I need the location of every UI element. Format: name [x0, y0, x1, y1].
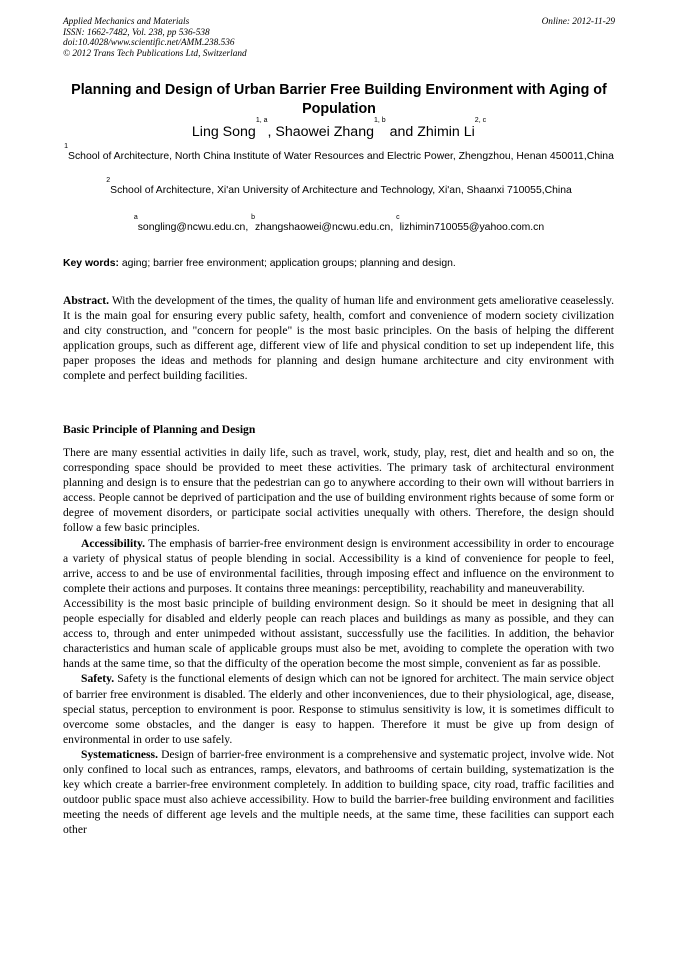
paragraph-text: The emphasis of barrier-free environment design is environment accessibility in order to encourage a variety of physical status of people blending in social. Accessibility is a kind of convenience for people to feel, arrive, access to and be use of environmental facilities, through imposing effect and influence on the environment to complete their actions and purposes. It contains three meanings: perceptibility, reachability and maneuverability. — [63, 536, 614, 595]
abstract-text: With the development of the times, the quality of human life and environment gets ameliorative ceaselessly. It is the main goal for ensuring every public safety, health, comfort and convenience of modern society civilization and city construction, and "concern for people" is the most basic principles. On the basis of helping the different application groups, such as different age, different view of life and physical condition to set up independent life, this paper proposes the ideas and methods for planning and design humane architecture and city environment with complete and perfect building facilities. — [63, 294, 614, 383]
issn-line: ISSN: 1662-7482, Vol. 238, pp 536-538 — [63, 27, 210, 38]
affiliation-2 — [70, 177, 608, 198]
author-name: Ling Song — [191, 124, 256, 140]
paper-title: Planning and Design of Urban Barrier Free Building Environment with Aging of Population — [71, 82, 607, 117]
abstract — [63, 293, 614, 384]
email-address[interactable]: zhangshaowei@ncwu.edu.cn, — [255, 222, 397, 233]
author-list — [40, 117, 638, 141]
affiliation-text: School of Architecture, Xi'an University of Architecture and Technology, Xi'an, Shaanxi 710055,China — [110, 185, 572, 196]
email-mark: c — [396, 214, 400, 221]
email-mark: a — [133, 214, 138, 221]
email-address[interactable]: songling@ncwu.edu.cn, — [137, 222, 252, 233]
keywords-text: aging; barrier free environment; application groups; planning and design. — [119, 258, 456, 269]
running-header — [63, 17, 615, 59]
paragraph-label: Safety. — [81, 672, 115, 686]
author-affiliation-mark: 1, a — [255, 117, 268, 124]
section-body — [63, 445, 614, 837]
author-affiliation-mark: 2, c — [474, 117, 487, 124]
paragraph-intro — [63, 445, 614, 536]
email-address[interactable]: lizhimin710055@yahoo.com.cn — [399, 222, 545, 233]
section-heading: Basic Principle of Planning and Design — [63, 423, 256, 436]
paragraph-text: There are many essential activities in daily life, such as travel, work, study, play, rest, diet and health and so on, the corresponding space should be provided to meet these activities. The primary task of architectural environment planning and design is to ensure that the pedestrian can go to anywhere according to their own will without barriers in access. People cannot be deprived of participation and the use of building environment rights because of some form or degree of movement disorders, or participate social activities unequally with others. Therefore, the design should follow a few basic principles. — [63, 446, 614, 535]
paragraph-label: Systematicness. — [81, 747, 158, 761]
affiliation-mark: 1 — [64, 143, 69, 150]
keywords — [63, 257, 623, 271]
author-affiliation-mark: 1, b — [373, 117, 386, 124]
paragraph-text: Safety is the functional elements of design which can not be ignored for architect. The main service object of barrier free environment is disabled. The elderly and other inconveniences, due to their physiological, age, disease, special status, perception to environment is poor. Response to stimulus sensitivity is low, it is sometimes difficult to overcome some obstacles, and the danger is easy to happen. Therefore it must be give up from design of environmental in order to use safely. — [63, 672, 614, 746]
author-separator: and — [385, 124, 418, 140]
affiliation-text: School of Architecture, North China Institute of Water Resources and Electric Power, Zhengzhou, Henan 450011,China — [68, 151, 614, 162]
email-mark: b — [251, 214, 255, 221]
author-name: Shaowei Zhang — [275, 124, 374, 140]
paragraph-label: Accessibility. — [81, 536, 146, 550]
author-name: Zhimin Li — [417, 124, 475, 140]
copyright-line: © 2012 Trans Tech Publications Ltd, Switzerland — [63, 48, 247, 59]
keywords-label: Key words: — [63, 258, 120, 269]
affiliation-1 — [40, 143, 638, 164]
email-list — [40, 214, 638, 235]
online-date: Online: 2012-11-29 — [541, 17, 615, 27]
author-separator: , — [267, 124, 276, 140]
paragraph-text: Accessibility is the most basic principle of building environment design. So it should be meet in designing that all people especially for disabled and elderly people can reach places and buildings as many as possible, and they can access to, through and enter unimpeded without assistant, successfully use the facilities. In addition, the behavior characteristics and human scale of applicable groups must also be met, avoiding to complete the operation with two hands at the same time, so that the difficulty of the operation become the most simple, convenient as far as possible. — [63, 596, 614, 671]
paragraph-accessibility — [63, 536, 614, 596]
paragraph-safety — [63, 671, 614, 746]
paragraph-systematicness — [63, 747, 614, 838]
abstract-label: Abstract. — [63, 294, 110, 307]
paragraph-text: Design of barrier-free environment is a comprehensive and systematic project, involve wide. Not only confined to local such as entrances, ramps, elevators, and bathrooms of certain building, systematization is the key which create a barrier-free environment completely. In addition to building space, city road, traffic facilities and outdoor public space must also achieve accessibility. How to build the barrier-free building environment and facilities meeting the needs of different age levels and the multiple needs, at the same time, these facilities can support each other — [63, 747, 614, 837]
journal-name: Applied Mechanics and Materials — [63, 17, 190, 27]
affiliation-mark: 2 — [106, 177, 111, 184]
paragraph-accessibility-2 — [63, 596, 614, 671]
doi-line: doi:10.4028/www.scientific.net/AMM.238.536 — [63, 38, 235, 49]
